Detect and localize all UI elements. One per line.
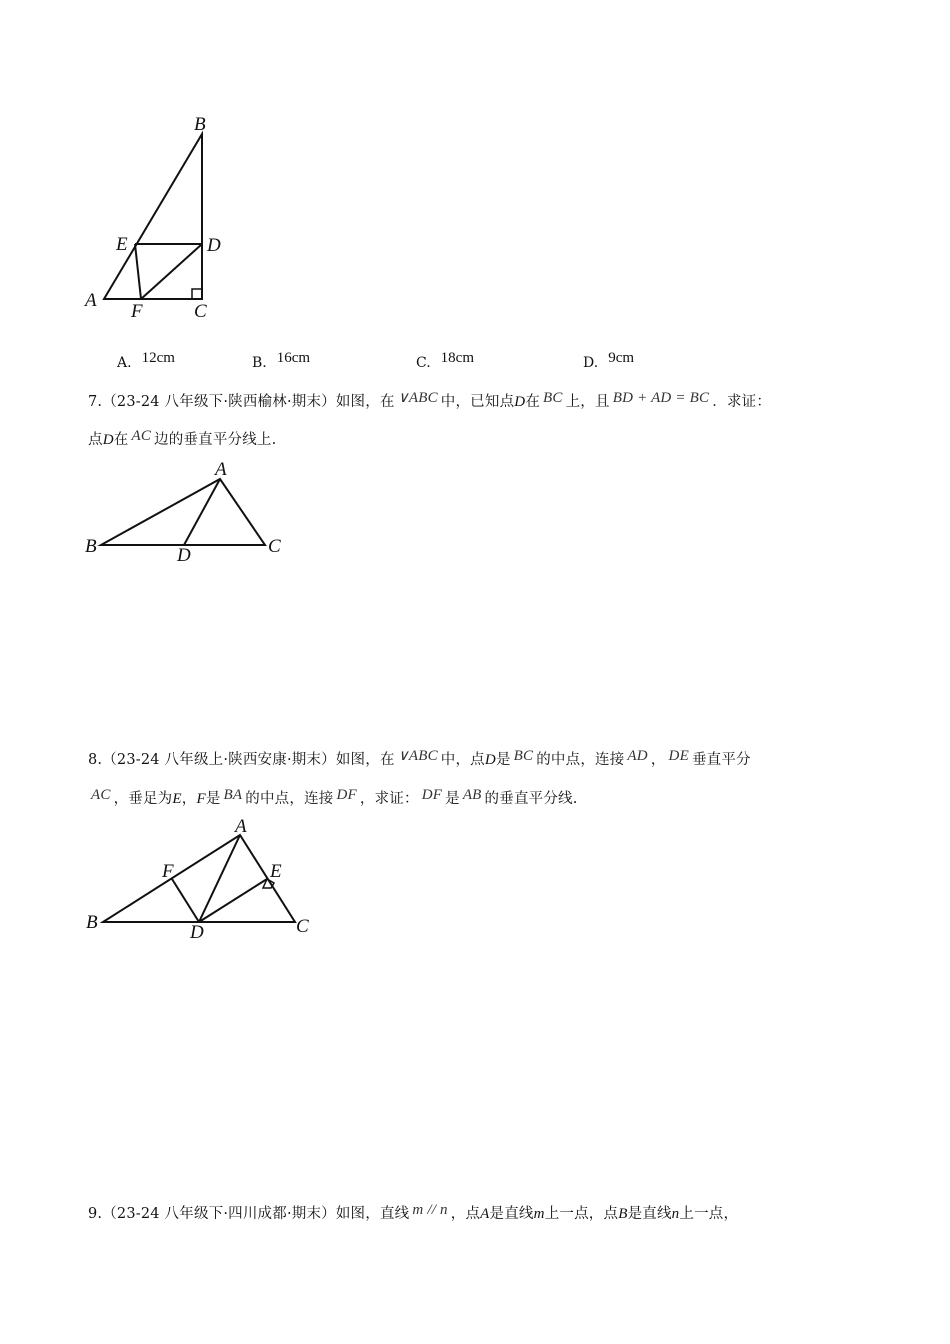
segment-df: [172, 879, 199, 922]
label-e-q8: E: [270, 861, 282, 882]
q8-math-de: DE: [668, 748, 689, 764]
label-a: A: [85, 290, 97, 311]
q7-math-abc: ∨ABC: [397, 390, 438, 406]
q8-text-9: 是: [205, 791, 221, 807]
q7-text-6: 点: [88, 432, 103, 448]
q8-text-7: ，垂足为: [113, 791, 173, 807]
q9-text-5: 是直线: [627, 1206, 672, 1222]
label-f-q8: F: [162, 861, 174, 882]
q8-line2: [88, 788, 578, 810]
q8-text-3: 是: [495, 752, 511, 768]
q7-text-4: 上，且: [565, 394, 610, 410]
option-b[interactable]: [252, 350, 311, 372]
q8-math-ac: AC: [91, 787, 111, 803]
q8-line1: [88, 749, 751, 771]
label-d-q8: D: [190, 922, 204, 943]
segment-ef: [135, 244, 141, 299]
q7-text-7: 在: [113, 432, 129, 448]
q9-math-parallel: m // n: [412, 1202, 448, 1218]
label-b-q7: B: [85, 536, 97, 557]
option-c-value: 18cm: [440, 350, 474, 366]
label-a-q8: A: [235, 816, 247, 837]
q8-math-ba: BA: [223, 787, 243, 803]
q8-math-bc: BC: [513, 748, 534, 764]
label-d: D: [207, 235, 221, 256]
triangle-abc-q7: [101, 479, 265, 545]
right-angle-mark-c: [192, 289, 202, 299]
q7-var-d2: D: [102, 432, 114, 448]
q8-var-d: D: [484, 752, 496, 768]
q7-var-d: D: [514, 394, 526, 410]
option-d[interactable]: [583, 350, 635, 372]
figure-q8-triangle: [80, 815, 320, 945]
q7-math-bc: BC: [543, 390, 563, 406]
q8-var-f: F: [196, 791, 206, 807]
q7-text-1: 7.（23-24 八年级下·陕西榆林·期末）如图，在: [88, 394, 395, 410]
q9-text-3: 是直线: [489, 1206, 534, 1222]
q7-line2: [88, 429, 276, 451]
q9-text-4: 上一点，点: [544, 1206, 619, 1222]
q9-line1: [88, 1203, 738, 1225]
option-b-letter: B.: [252, 355, 267, 371]
q9-text-2: ，点: [450, 1206, 481, 1222]
q9-text-6: 上一点，: [679, 1206, 739, 1222]
q8-math-ad: AD: [627, 748, 648, 764]
q8-math-df2: DF: [421, 787, 443, 803]
q8-text-11: ，求证：: [359, 791, 419, 807]
q7-text-8: 边的垂直平分线上.: [154, 432, 277, 448]
q7-math-equation: BD + AD = BC: [612, 390, 710, 406]
option-d-value: 9cm: [608, 350, 635, 366]
option-c[interactable]: [416, 350, 474, 372]
label-b-q8: B: [86, 912, 98, 933]
q9-text-1: 9.（23-24 八年级下·四川成都·期末）如图，直线: [88, 1206, 410, 1222]
q8-text-6: 垂直平分: [691, 752, 751, 768]
q8-math-df: DF: [336, 787, 357, 803]
label-e: E: [116, 234, 128, 255]
q8-text-13: 的垂直平分线.: [484, 791, 578, 807]
option-b-value: 16cm: [276, 350, 311, 366]
option-d-letter: D.: [583, 355, 599, 371]
q9-var-a: A: [480, 1206, 490, 1222]
q8-text-10: 的中点，连接: [245, 791, 334, 807]
q7-math-ac: AC: [131, 428, 152, 444]
q8-text-5: ，: [650, 752, 666, 768]
q7-text-5: ．求证：: [712, 394, 772, 410]
figure-q6-triangle: [80, 110, 240, 325]
q8-text-2: 中，点: [440, 752, 485, 768]
label-c: C: [194, 301, 207, 322]
q9-var-m: m: [533, 1206, 545, 1222]
q7-text-3: 在: [525, 394, 541, 410]
triangle-abc: [104, 134, 202, 299]
option-a[interactable]: [117, 350, 175, 372]
q7-line1: [88, 391, 771, 413]
q8-text-8: ，: [181, 791, 197, 807]
q8-math-ab: AB: [462, 787, 482, 803]
q8-text-4: 的中点，连接: [536, 752, 625, 768]
label-d-q7: D: [177, 545, 191, 566]
label-c-q7: C: [268, 536, 281, 557]
q7-text-2: 中，已知点: [440, 394, 515, 410]
option-a-value: 12cm: [141, 350, 175, 366]
q8-text-1: 8.（23-24 八年级上·陕西安康·期末）如图，在: [88, 752, 395, 768]
option-c-letter: C.: [416, 355, 431, 371]
label-a-q7: A: [215, 459, 227, 480]
label-b: B: [194, 114, 206, 135]
q9-var-b: B: [618, 1206, 628, 1222]
q9-var-n: n: [671, 1206, 680, 1222]
figure-q7-triangle: [80, 455, 300, 570]
option-a-letter: A.: [117, 355, 132, 371]
q8-math-abc: ∨ABC: [397, 748, 438, 764]
label-c-q8: C: [296, 916, 309, 937]
q8-var-e: E: [172, 791, 182, 807]
label-f: F: [131, 301, 143, 322]
segment-fd: [141, 244, 202, 299]
q8-text-12: 是: [445, 791, 460, 807]
